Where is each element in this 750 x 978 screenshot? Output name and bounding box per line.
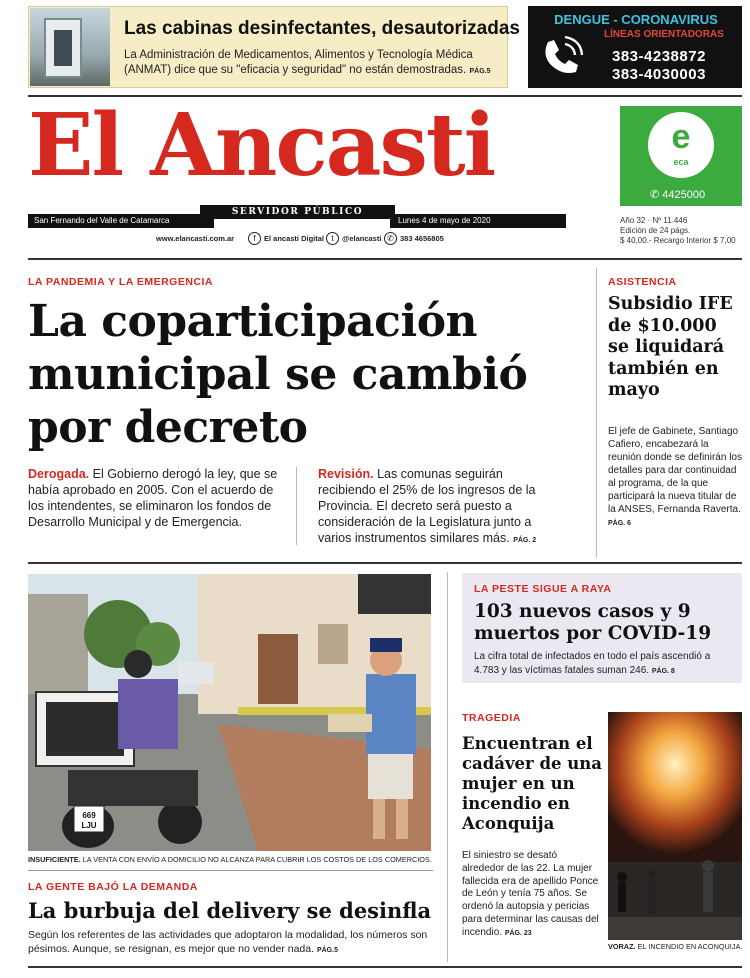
covid-page-ref: PÁG. 8 — [651, 668, 675, 675]
tragedy-headline[interactable]: Encuentran el cadáver de una mujer en un incendio en Aconquija — [462, 734, 602, 833]
eca-logo-label: eca — [673, 157, 689, 167]
main-page-ref: PÁG. 2 — [513, 537, 537, 544]
date-band — [390, 214, 566, 228]
location-text: San Fernando del Valle de Catamarca — [34, 216, 170, 225]
fire-photo-caption: VORAZ. EL INCENDIO EN ACONQUIJA. — [608, 942, 743, 951]
main-col-2: Revisión. Las comunas seguirán recibiendo el 25% de los ingresos de la Provincia. El decreto será puesto a consideración de la Legislatura junto a varios instrumentos similares más. PÁG. 2 — [318, 467, 537, 545]
main-col-2-lead: Revisión. — [318, 467, 374, 481]
sidebar-headline[interactable]: Subsidio IFE de $10.000 se liquidará también en mayo — [608, 294, 733, 400]
eca-phone: ✆ 4425000 — [650, 189, 706, 201]
delivery-photo — [28, 574, 431, 851]
tragedy-page-ref: PÁG. 23 — [504, 929, 532, 937]
delivery-headline[interactable]: La burbuja del delivery se desinfla — [28, 898, 432, 923]
delivery-divider — [28, 870, 433, 871]
tragedy-kicker: TRAGEDIA — [462, 712, 521, 724]
sidebar-page-ref: PÁG. 6 — [608, 520, 631, 527]
motto: SERVIDOR PÚBLICO — [200, 205, 395, 219]
eca-logo-icon: e — [671, 118, 691, 156]
main-col-1: Derogada. El Gobierno derogó la ley, que se había aprobado en 2005. Con el acuerdo de los intendentes, se eliminaron los fondos de Desarrollo Municipal y de Emergencia. — [28, 467, 278, 529]
mid-divider — [28, 562, 742, 564]
whatsapp-number[interactable]: 383 4656805 — [400, 234, 444, 243]
hotline-phone-2[interactable]: 383-4030003 — [612, 66, 706, 83]
facebook-icon: f — [248, 232, 261, 245]
facebook-link[interactable]: El ancasti Digital — [264, 234, 325, 243]
photo-caption: INSUFICIENTE. LA VENTA CON ENVÍO A DOMICILIO NO ALCANZA PARA CUBRIR LOS COSTOS DE LOS COMERCIOS. — [28, 855, 432, 864]
edition-price: $ 40,00.- Recargo Interior $ 7,00 — [620, 236, 736, 245]
teaser-headline[interactable]: Las cabinas desinfectantes, desautorizadas — [124, 18, 520, 39]
twitter-link[interactable]: @elancasti — [342, 234, 382, 243]
right-column-divider — [447, 572, 448, 962]
website-link[interactable]: www.elancasti.com.ar — [156, 234, 235, 243]
bottom-divider — [28, 966, 742, 968]
location-band — [28, 214, 214, 228]
date-text: Lunes 4 de mayo de 2020 — [398, 216, 491, 225]
whatsapp-icon: ✆ — [384, 232, 397, 245]
phone-icon — [538, 34, 584, 80]
covid-kicker: LA PESTE SIGUE A RAYA — [474, 583, 612, 595]
twitter-icon: t — [326, 232, 339, 245]
svg-text:LJU: LJU — [81, 821, 97, 830]
covid-headline[interactable]: 103 nuevos casos y 9 muertos por COVID-19 — [474, 601, 712, 644]
delivery-kicker: LA GENTE BAJÓ LA DEMANDA — [28, 881, 198, 893]
covid-text: La cifra total de infectados en todo el país ascendió a 4.783 y las víctimas fatales suman 246. PÁG. 8 — [474, 651, 711, 676]
edition-pages: Edición de 24 págs. — [620, 226, 691, 235]
delivery-page-ref: PÁG.5 — [316, 946, 338, 954]
hotline-phone-1[interactable]: 383-4238872 — [612, 48, 706, 65]
tragedy-text: El siniestro se desató alrededor de las 22. La mujer fallecida era de apellido Ponce de León y tenía 75 años. Se ordenó la autopsia y pericias para determinar las causas del incendio. PÁG. 23 — [462, 850, 599, 938]
sidebar-divider — [596, 268, 597, 558]
main-kicker: LA PANDEMIA Y LA EMERGENCIA — [28, 276, 214, 288]
disinfection-booth-photo — [30, 8, 110, 86]
fire-photo — [608, 712, 742, 940]
hotline-title: DENGUE - CORONAVIRUS — [554, 12, 718, 27]
main-col-1-lead: Derogada. — [28, 467, 90, 481]
column-divider — [296, 467, 297, 545]
masthead-divider — [28, 258, 742, 260]
teaser-page-ref: PÁG.5 — [469, 68, 491, 75]
delivery-text: Según los referentes de las actividades que adoptaron la modalidad, los números son pésimos. Aunque, se resignan, es mejor que no vender nada. PÁG.5 — [28, 929, 428, 955]
newspaper-logo[interactable]: El Ancasti — [28, 95, 495, 196]
sidebar-kicker: ASISTENCIA — [608, 276, 677, 288]
teaser-text: La Administración de Medicamentos, Alimentos y Tecnología Médica (ANMAT) dice que su "eficacia y seguridad" no están demostradas. PÁG.5 — [124, 49, 491, 76]
edition-number: Año 32 · Nº 11.446 — [620, 216, 688, 225]
sidebar-text: El jefe de Gabinete, Santiago Cafiero, encabezará la reunión donde se definirán los detalles para dar continuidad al programa, de la que participará la nueva titular de la ANSES, Fernanda Raverta. PÁG. 6 — [608, 426, 742, 527]
svg-text:669: 669 — [82, 811, 96, 820]
hotline-subtitle: LÍNEAS ORIENTADORAS — [604, 29, 724, 40]
main-headline[interactable]: La coparticipación municipal se cambió por decreto — [28, 296, 528, 453]
